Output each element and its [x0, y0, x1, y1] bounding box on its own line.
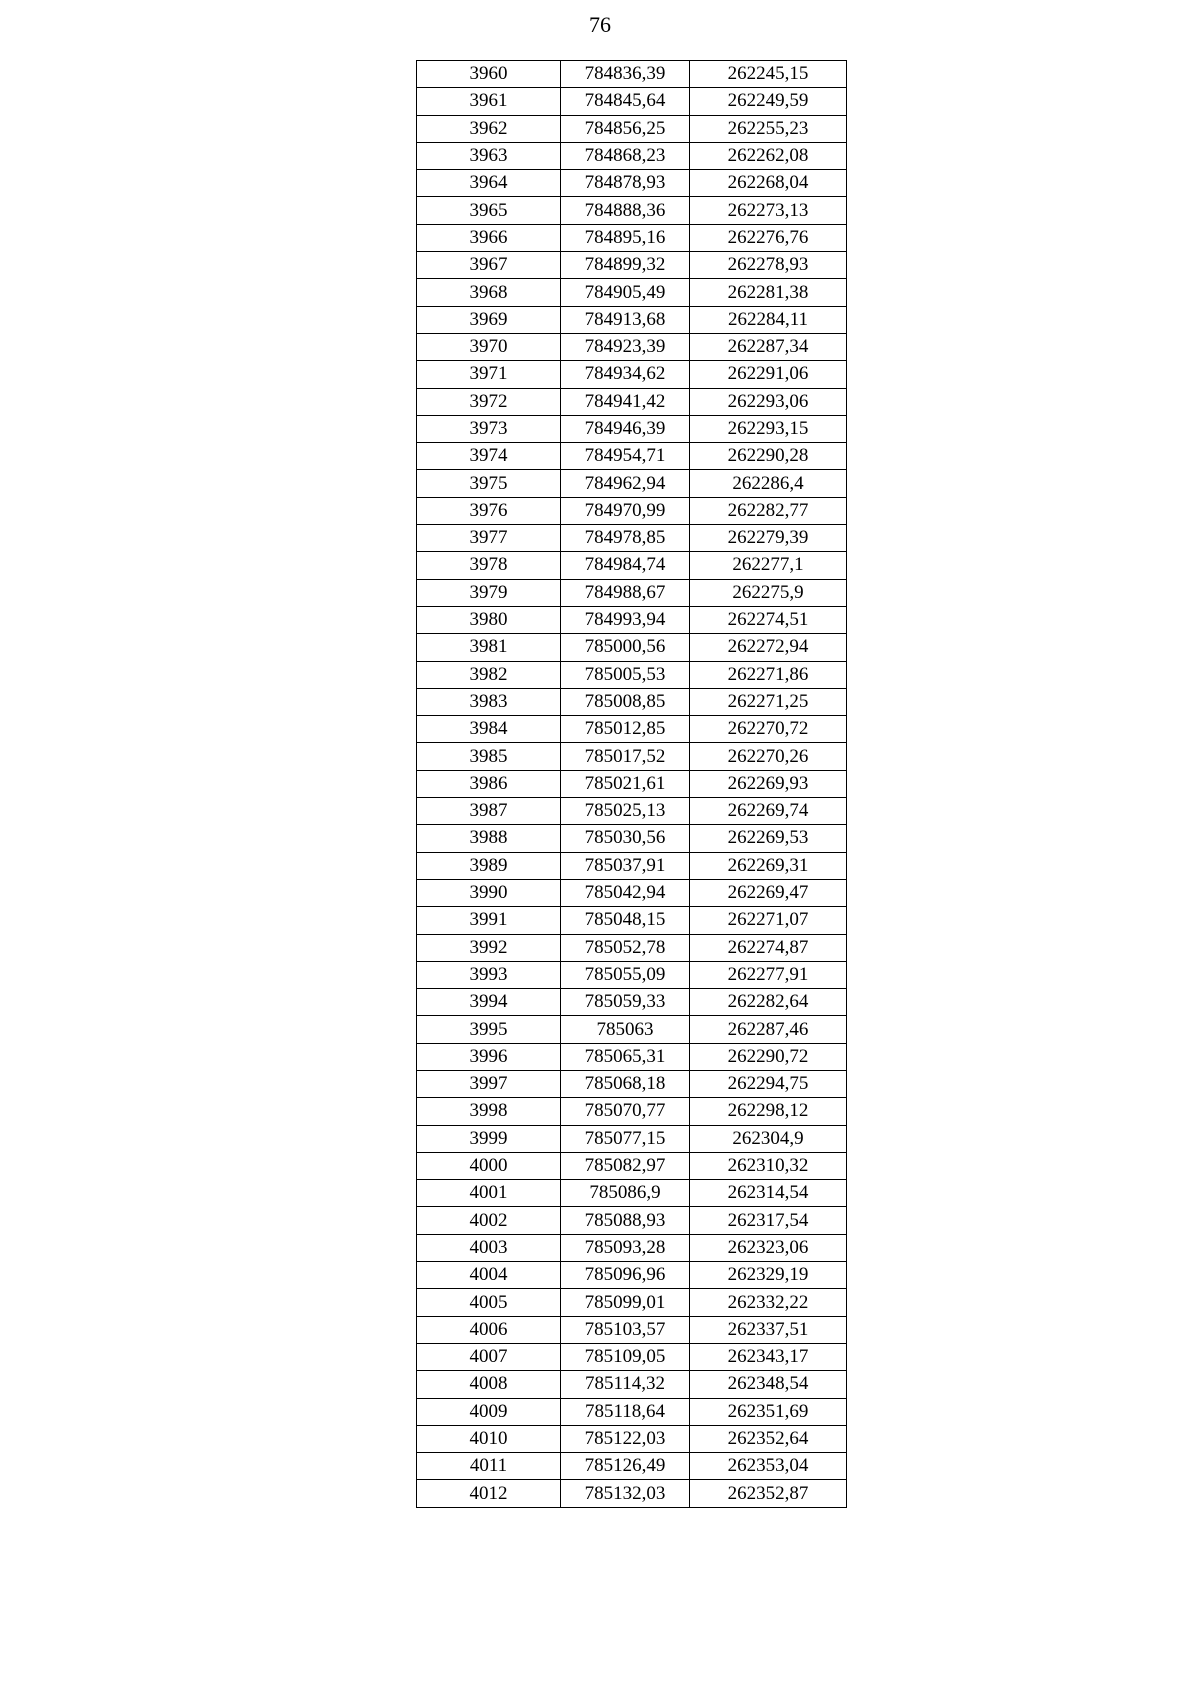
point-number-cell: 3988: [417, 825, 561, 852]
page-number: 76: [589, 12, 611, 37]
y-coordinate-cell: 262277,1: [690, 552, 847, 579]
point-number-cell: 3972: [417, 388, 561, 415]
x-coordinate-cell: 785030,56: [561, 825, 690, 852]
y-coordinate-cell: 262277,91: [690, 961, 847, 988]
table-row: [417, 1125, 847, 1152]
y-coordinate-cell: 262343,17: [690, 1343, 847, 1370]
x-coordinate-cell: 785118,64: [561, 1398, 690, 1425]
table-row: [417, 115, 847, 142]
x-coordinate-cell: 784934,62: [561, 361, 690, 388]
y-coordinate-cell: 262281,38: [690, 279, 847, 306]
x-coordinate-cell: 785021,61: [561, 770, 690, 797]
y-coordinate-cell: 262272,94: [690, 634, 847, 661]
table-row: [417, 579, 847, 606]
point-number-cell: 4004: [417, 1262, 561, 1289]
x-coordinate-cell: 784899,32: [561, 252, 690, 279]
point-number-cell: 3996: [417, 1043, 561, 1070]
table-row: [417, 1425, 847, 1452]
table-row: [417, 1043, 847, 1070]
y-coordinate-cell: 262287,46: [690, 1016, 847, 1043]
point-number-cell: 3967: [417, 252, 561, 279]
table-row: [417, 907, 847, 934]
y-coordinate-cell: 262314,54: [690, 1180, 847, 1207]
table-row: [417, 61, 847, 88]
y-coordinate-cell: 262310,32: [690, 1152, 847, 1179]
x-coordinate-cell: 784993,94: [561, 606, 690, 633]
x-coordinate-cell: 784913,68: [561, 306, 690, 333]
point-number-cell: 3964: [417, 170, 561, 197]
x-coordinate-cell: 785093,28: [561, 1234, 690, 1261]
table-row: [417, 88, 847, 115]
point-number-cell: 4010: [417, 1425, 561, 1452]
y-coordinate-cell: 262274,87: [690, 934, 847, 961]
table-row: [417, 197, 847, 224]
y-coordinate-cell: 262293,15: [690, 415, 847, 442]
y-coordinate-cell: 262245,15: [690, 61, 847, 88]
table-row: [417, 852, 847, 879]
table-row: [417, 279, 847, 306]
x-coordinate-cell: 785077,15: [561, 1125, 690, 1152]
y-coordinate-cell: 262279,39: [690, 525, 847, 552]
y-coordinate-cell: 262284,11: [690, 306, 847, 333]
x-coordinate-cell: 784868,23: [561, 142, 690, 169]
point-number-cell: 3985: [417, 743, 561, 770]
x-coordinate-cell: 784895,16: [561, 224, 690, 251]
x-coordinate-cell: 785042,94: [561, 879, 690, 906]
x-coordinate-cell: 785055,09: [561, 961, 690, 988]
point-number-cell: 3984: [417, 716, 561, 743]
x-coordinate-cell: 784923,39: [561, 333, 690, 360]
table-row: [417, 443, 847, 470]
x-coordinate-cell: 784836,39: [561, 61, 690, 88]
table-row: [417, 634, 847, 661]
table-row: [417, 415, 847, 442]
y-coordinate-cell: 262348,54: [690, 1371, 847, 1398]
y-coordinate-cell: 262337,51: [690, 1316, 847, 1343]
table-row: [417, 170, 847, 197]
point-number-cell: 4002: [417, 1207, 561, 1234]
x-coordinate-cell: 785109,05: [561, 1343, 690, 1370]
point-number-cell: 3978: [417, 552, 561, 579]
table-row: [417, 1371, 847, 1398]
y-coordinate-cell: 262269,47: [690, 879, 847, 906]
y-coordinate-cell: 262287,34: [690, 333, 847, 360]
point-number-cell: 3976: [417, 497, 561, 524]
y-coordinate-cell: 262329,19: [690, 1262, 847, 1289]
table-row: [417, 1316, 847, 1343]
table-row: [417, 142, 847, 169]
y-coordinate-cell: 262278,93: [690, 252, 847, 279]
x-coordinate-cell: 785025,13: [561, 798, 690, 825]
y-coordinate-cell: 262255,23: [690, 115, 847, 142]
x-coordinate-cell: 784941,42: [561, 388, 690, 415]
table-row: [417, 470, 847, 497]
table-row: [417, 1207, 847, 1234]
table-row: [417, 879, 847, 906]
x-coordinate-cell: 785005,53: [561, 661, 690, 688]
point-number-cell: 3979: [417, 579, 561, 606]
y-coordinate-cell: 262275,9: [690, 579, 847, 606]
x-coordinate-cell: 784984,74: [561, 552, 690, 579]
table-row: [417, 770, 847, 797]
y-coordinate-cell: 262282,64: [690, 989, 847, 1016]
point-number-cell: 3962: [417, 115, 561, 142]
y-coordinate-cell: 262271,07: [690, 907, 847, 934]
point-number-cell: 4008: [417, 1371, 561, 1398]
point-number-cell: 3990: [417, 879, 561, 906]
table-row: [417, 388, 847, 415]
y-coordinate-cell: 262269,53: [690, 825, 847, 852]
y-coordinate-cell: 262262,08: [690, 142, 847, 169]
coordinates-table-body: [417, 61, 847, 1508]
y-coordinate-cell: 262269,74: [690, 798, 847, 825]
point-number-cell: 3966: [417, 224, 561, 251]
point-number-cell: 3971: [417, 361, 561, 388]
table-row: [417, 306, 847, 333]
point-number-cell: 3975: [417, 470, 561, 497]
point-number-cell: 3992: [417, 934, 561, 961]
table-row: [417, 743, 847, 770]
table-row: [417, 1289, 847, 1316]
y-coordinate-cell: 262271,25: [690, 688, 847, 715]
table-row: [417, 1343, 847, 1370]
table-row: [417, 1262, 847, 1289]
table-row: [417, 961, 847, 988]
y-coordinate-cell: 262282,77: [690, 497, 847, 524]
x-coordinate-cell: 785126,49: [561, 1453, 690, 1480]
y-coordinate-cell: 262286,4: [690, 470, 847, 497]
point-number-cell: 4012: [417, 1480, 561, 1507]
y-coordinate-cell: 262304,9: [690, 1125, 847, 1152]
table-row: [417, 224, 847, 251]
x-coordinate-cell: 784978,85: [561, 525, 690, 552]
point-number-cell: 3974: [417, 443, 561, 470]
y-coordinate-cell: 262276,76: [690, 224, 847, 251]
point-number-cell: 4009: [417, 1398, 561, 1425]
point-number-cell: 4000: [417, 1152, 561, 1179]
point-number-cell: 3991: [417, 907, 561, 934]
point-number-cell: 3993: [417, 961, 561, 988]
point-number-cell: 3994: [417, 989, 561, 1016]
point-number-cell: 3981: [417, 634, 561, 661]
x-coordinate-cell: 785070,77: [561, 1098, 690, 1125]
y-coordinate-cell: 262317,54: [690, 1207, 847, 1234]
y-coordinate-cell: 262269,31: [690, 852, 847, 879]
x-coordinate-cell: 785103,57: [561, 1316, 690, 1343]
y-coordinate-cell: 262294,75: [690, 1070, 847, 1097]
table-row: [417, 361, 847, 388]
x-coordinate-cell: 785082,97: [561, 1152, 690, 1179]
point-number-cell: 3999: [417, 1125, 561, 1152]
point-number-cell: 3977: [417, 525, 561, 552]
point-number-cell: 4007: [417, 1343, 561, 1370]
y-coordinate-cell: 262271,86: [690, 661, 847, 688]
point-number-cell: 3986: [417, 770, 561, 797]
x-coordinate-cell: 785068,18: [561, 1070, 690, 1097]
table-row: [417, 1070, 847, 1097]
point-number-cell: 3963: [417, 142, 561, 169]
x-coordinate-cell: 785017,52: [561, 743, 690, 770]
x-coordinate-cell: 785099,01: [561, 1289, 690, 1316]
point-number-cell: 3989: [417, 852, 561, 879]
y-coordinate-cell: 262290,72: [690, 1043, 847, 1070]
y-coordinate-cell: 262352,64: [690, 1425, 847, 1452]
table-row: [417, 798, 847, 825]
table-row: [417, 989, 847, 1016]
table-row: [417, 333, 847, 360]
point-number-cell: 3965: [417, 197, 561, 224]
table-row: [417, 1234, 847, 1261]
x-coordinate-cell: 785088,93: [561, 1207, 690, 1234]
point-number-cell: 3997: [417, 1070, 561, 1097]
y-coordinate-cell: 262290,28: [690, 443, 847, 470]
y-coordinate-cell: 262291,06: [690, 361, 847, 388]
x-coordinate-cell: 784888,36: [561, 197, 690, 224]
table-row: [417, 252, 847, 279]
y-coordinate-cell: 262298,12: [690, 1098, 847, 1125]
x-coordinate-cell: 785132,03: [561, 1480, 690, 1507]
x-coordinate-cell: 785114,32: [561, 1371, 690, 1398]
table-row: [417, 525, 847, 552]
table-row: [417, 1398, 847, 1425]
x-coordinate-cell: 785096,96: [561, 1262, 690, 1289]
x-coordinate-cell: 784856,25: [561, 115, 690, 142]
table-row: [417, 1480, 847, 1507]
table-row: [417, 1098, 847, 1125]
x-coordinate-cell: 784970,99: [561, 497, 690, 524]
x-coordinate-cell: 785065,31: [561, 1043, 690, 1070]
x-coordinate-cell: 785000,56: [561, 634, 690, 661]
x-coordinate-cell: 785052,78: [561, 934, 690, 961]
table-row: [417, 606, 847, 633]
x-coordinate-cell: 784845,64: [561, 88, 690, 115]
coordinates-table: [416, 60, 847, 1508]
x-coordinate-cell: 785008,85: [561, 688, 690, 715]
point-number-cell: 3983: [417, 688, 561, 715]
point-number-cell: 3998: [417, 1098, 561, 1125]
point-number-cell: 4005: [417, 1289, 561, 1316]
x-coordinate-cell: 784946,39: [561, 415, 690, 442]
y-coordinate-cell: 262352,87: [690, 1480, 847, 1507]
x-coordinate-cell: 784988,67: [561, 579, 690, 606]
table-row: [417, 1180, 847, 1207]
point-number-cell: 3969: [417, 306, 561, 333]
x-coordinate-cell: 784905,49: [561, 279, 690, 306]
y-coordinate-cell: 262274,51: [690, 606, 847, 633]
point-number-cell: 4006: [417, 1316, 561, 1343]
point-number-cell: 3995: [417, 1016, 561, 1043]
table-row: [417, 688, 847, 715]
point-number-cell: 3961: [417, 88, 561, 115]
y-coordinate-cell: 262273,13: [690, 197, 847, 224]
point-number-cell: 4003: [417, 1234, 561, 1261]
table-row: [417, 1016, 847, 1043]
x-coordinate-cell: 785086,9: [561, 1180, 690, 1207]
x-coordinate-cell: 785048,15: [561, 907, 690, 934]
point-number-cell: 4011: [417, 1453, 561, 1480]
point-number-cell: 3960: [417, 61, 561, 88]
point-number-cell: 3973: [417, 415, 561, 442]
point-number-cell: 4001: [417, 1180, 561, 1207]
table-row: [417, 716, 847, 743]
x-coordinate-cell: 785012,85: [561, 716, 690, 743]
table-row: [417, 497, 847, 524]
y-coordinate-cell: 262351,69: [690, 1398, 847, 1425]
y-coordinate-cell: 262249,59: [690, 88, 847, 115]
y-coordinate-cell: 262269,93: [690, 770, 847, 797]
point-number-cell: 3987: [417, 798, 561, 825]
table-row: [417, 1152, 847, 1179]
table-row: [417, 1453, 847, 1480]
point-number-cell: 3970: [417, 333, 561, 360]
y-coordinate-cell: 262270,72: [690, 716, 847, 743]
table-row: [417, 825, 847, 852]
point-number-cell: 3980: [417, 606, 561, 633]
point-number-cell: 3968: [417, 279, 561, 306]
table-row: [417, 934, 847, 961]
y-coordinate-cell: 262332,22: [690, 1289, 847, 1316]
x-coordinate-cell: 784962,94: [561, 470, 690, 497]
y-coordinate-cell: 262293,06: [690, 388, 847, 415]
x-coordinate-cell: 785059,33: [561, 989, 690, 1016]
y-coordinate-cell: 262268,04: [690, 170, 847, 197]
y-coordinate-cell: 262270,26: [690, 743, 847, 770]
x-coordinate-cell: 784878,93: [561, 170, 690, 197]
table-row: [417, 552, 847, 579]
x-coordinate-cell: 784954,71: [561, 443, 690, 470]
x-coordinate-cell: 785037,91: [561, 852, 690, 879]
y-coordinate-cell: 262353,04: [690, 1453, 847, 1480]
point-number-cell: 3982: [417, 661, 561, 688]
y-coordinate-cell: 262323,06: [690, 1234, 847, 1261]
x-coordinate-cell: 785063: [561, 1016, 690, 1043]
x-coordinate-cell: 785122,03: [561, 1425, 690, 1452]
table-row: [417, 661, 847, 688]
